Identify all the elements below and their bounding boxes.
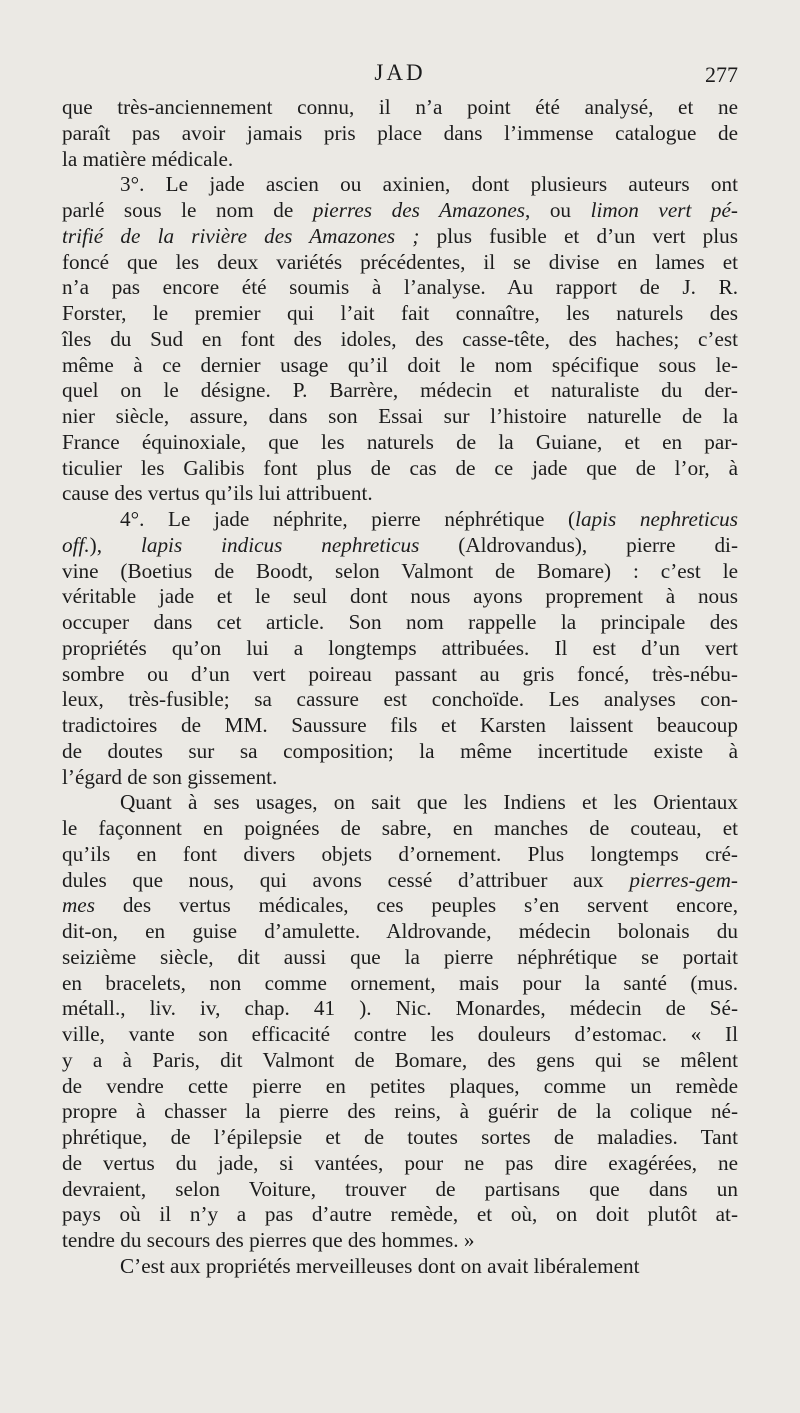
text-line bbox=[62, 687, 738, 713]
text-segment: occuper dans cet article. Son nom rappelle la principale des bbox=[62, 610, 738, 634]
text-segment: ), bbox=[89, 532, 141, 557]
text-segment: (Aldrovandus), pierre di- bbox=[419, 532, 738, 557]
text-segment: paraît pas avoir jamais pris place dans l’immense catalogue de bbox=[62, 120, 738, 145]
text-segment: quel on le désigne. P. Barrère, médecin et naturaliste du der- bbox=[62, 378, 738, 403]
text-line bbox=[62, 275, 738, 301]
text-segment: ville, vante son efficacité contre les douleurs d’estomac. « Il bbox=[62, 1022, 738, 1046]
text-segment: tendre du secours des pierres que des hommes. » bbox=[62, 1228, 475, 1252]
text-line bbox=[62, 1254, 738, 1280]
text-line bbox=[62, 610, 738, 636]
italic-text: pierres des Amazones bbox=[312, 198, 525, 222]
text-segment: de doutes sur sa composition; la même incertitude existe à bbox=[62, 738, 738, 763]
text-line bbox=[62, 1099, 738, 1125]
text-line bbox=[62, 945, 738, 971]
text-line bbox=[62, 996, 738, 1022]
text-line bbox=[62, 713, 738, 739]
text-segment: tradictoires de MM. Saussure fils et Karsten laissent beaucoup bbox=[62, 713, 738, 737]
text-segment: Forster, le premier qui l’ait fait connaître, les naturels des bbox=[62, 301, 738, 325]
text-line bbox=[62, 739, 738, 765]
text-segment: en bracelets, non comme ornement, mais pour la santé (mus. bbox=[62, 970, 738, 995]
text-line bbox=[62, 662, 738, 688]
text-segment: de vendre cette pierre en petites plaques, comme un remède bbox=[62, 1073, 738, 1098]
text-line bbox=[62, 1177, 738, 1203]
italic-text: off. bbox=[62, 532, 90, 557]
text-line bbox=[62, 842, 738, 868]
paragraph bbox=[62, 95, 738, 172]
text-segment: sombre ou d’un vert poireau passant au gris foncé, très-nébu- bbox=[62, 661, 738, 686]
text-segment: plus fusible et d’un vert plus bbox=[419, 223, 739, 248]
text-segment: métall., liv. iv, chap. 41 ). Nic. Monardes, médecin de Sé- bbox=[62, 996, 738, 1021]
text-line bbox=[62, 95, 738, 121]
text-line bbox=[62, 868, 738, 894]
text-segment: France équinoxiale, que les naturels de la Guiane, et en par- bbox=[62, 429, 738, 454]
text-segment: dules que nous, qui avons cessé d’attribuer aux bbox=[62, 867, 630, 892]
text-segment: propriétés qu’on lui a longtemps attribuées. Il est d’un vert bbox=[62, 635, 738, 660]
text-segment: , ou bbox=[524, 198, 591, 222]
text-segment: îles du Sud en font des idoles, des casse-tête, des haches; c’est bbox=[62, 326, 738, 351]
page-number: 277 bbox=[705, 62, 738, 87]
text-line bbox=[62, 816, 738, 842]
italic-text: lapis indicus nephreticus bbox=[140, 532, 420, 557]
text-segment: véritable jade et le seul dont nous ayons proprement à nous bbox=[62, 584, 738, 609]
text-line bbox=[62, 507, 738, 533]
text-segment: 4°. Le jade néphrite, pierre néphrétique ( bbox=[120, 507, 576, 531]
text-line bbox=[62, 301, 738, 327]
text-line bbox=[62, 533, 738, 559]
text-segment: l’égard de son gissement. bbox=[62, 764, 278, 789]
text-line bbox=[62, 1074, 738, 1100]
italic-text: trifié de la rivière des Amazones ; bbox=[62, 223, 420, 248]
text-line bbox=[62, 765, 738, 791]
paragraph bbox=[62, 790, 738, 1254]
text-line bbox=[62, 893, 738, 919]
text-segment: que très-anciennement connu, il n’a point été analysé, et ne bbox=[62, 95, 738, 119]
text-segment: propre à chasser la pierre des reins, à guérir de la colique né- bbox=[62, 1099, 738, 1124]
text-segment: cause des vertus qu’ils lui attribuent. bbox=[62, 481, 373, 506]
italic-text: lapis nephreticus bbox=[575, 507, 738, 531]
text-line bbox=[62, 198, 738, 224]
text-segment: C’est aux propriétés merveilleuses dont on avait libéralement bbox=[120, 1253, 640, 1278]
text-segment: dit-on, en guise d’amulette. Aldrovande, médecin bolonais du bbox=[62, 919, 738, 943]
text-line bbox=[62, 584, 738, 610]
text-segment: y a à Paris, dit Valmont de Bomare, des gens qui se mêlent bbox=[62, 1047, 738, 1072]
text-segment: foncé que les deux variétés précédentes, il se divise en lames et bbox=[62, 249, 738, 274]
text-segment: 3°. Le jade ascien ou axinien, dont plusieurs auteurs ont bbox=[120, 172, 738, 197]
text-segment: phrétique, de l’épilepsie et de toutes sortes de maladies. Tant bbox=[62, 1125, 738, 1149]
paragraph bbox=[62, 1254, 738, 1280]
text-segment: le façonnent en poignées de sabre, en manches de couteau, et bbox=[62, 816, 738, 840]
text-segment: qu’ils en font divers objets d’ornement. Plus longtemps cré- bbox=[62, 841, 738, 866]
text-line bbox=[62, 327, 738, 353]
text-line bbox=[62, 1228, 738, 1254]
text-line bbox=[62, 172, 738, 198]
text-segment: de vertus du jade, si vantées, pour ne pas dire exagérées, ne bbox=[62, 1150, 738, 1175]
text-segment: même à ce dernier usage qu’il doit le nom spécifique sous le- bbox=[62, 352, 738, 377]
text-segment: seizième siècle, dit aussi que la pierre néphrétique se portait bbox=[62, 944, 738, 969]
text-line bbox=[62, 1125, 738, 1151]
text-line bbox=[62, 559, 738, 585]
text-line bbox=[62, 1202, 738, 1228]
text-segment: la matière médicale. bbox=[62, 146, 234, 171]
body-text bbox=[62, 95, 738, 1280]
text-line bbox=[62, 790, 738, 816]
italic-text: limon vert pé- bbox=[590, 198, 738, 222]
text-line bbox=[62, 919, 738, 945]
text-line bbox=[62, 353, 738, 379]
text-line bbox=[62, 224, 738, 250]
text-segment: pays où il n’y a pas d’autre remède, et où, on doit plutôt at- bbox=[62, 1202, 738, 1227]
text-line bbox=[62, 1151, 738, 1177]
text-segment: vine (Boetius de Boodt, selon Valmont de Bomare) : c’est le bbox=[62, 558, 738, 583]
text-line bbox=[62, 481, 738, 507]
text-segment: des vertus médicales, ces peuples s’en servent encore, bbox=[94, 893, 738, 918]
text-line bbox=[62, 456, 738, 482]
text-segment: nier siècle, assure, dans son Essai sur l’histoire naturelle de la bbox=[62, 404, 738, 428]
text-segment: ticulier les Galibis font plus de cas de ce jade que de l’or, à bbox=[62, 455, 738, 480]
paragraph bbox=[62, 172, 738, 507]
text-line bbox=[62, 430, 738, 456]
paragraph bbox=[62, 507, 738, 790]
text-line bbox=[62, 121, 738, 147]
text-line bbox=[62, 147, 738, 173]
text-segment: Quant à ses usages, on sait que les Indiens et les Orientaux bbox=[120, 790, 738, 815]
text-segment: n’a pas encore été soumis à l’analyse. Au rapport de J. R. bbox=[62, 275, 738, 300]
text-line bbox=[62, 1048, 738, 1074]
text-line bbox=[62, 1022, 738, 1048]
italic-text: mes bbox=[62, 893, 95, 918]
text-segment: devraient, selon Voiture, trouver de partisans que dans un bbox=[62, 1176, 738, 1201]
text-segment: parlé sous le nom de bbox=[62, 198, 313, 222]
text-line bbox=[62, 378, 738, 404]
text-line bbox=[62, 971, 738, 997]
italic-text: pierres-gem- bbox=[629, 867, 738, 892]
running-head bbox=[62, 60, 738, 96]
text-line bbox=[62, 404, 738, 430]
text-line bbox=[62, 250, 738, 276]
running-title: JAD bbox=[374, 60, 426, 85]
text-segment: leux, très-fusible; sa cassure est conchoïde. Les analyses con- bbox=[62, 687, 738, 712]
text-line bbox=[62, 636, 738, 662]
